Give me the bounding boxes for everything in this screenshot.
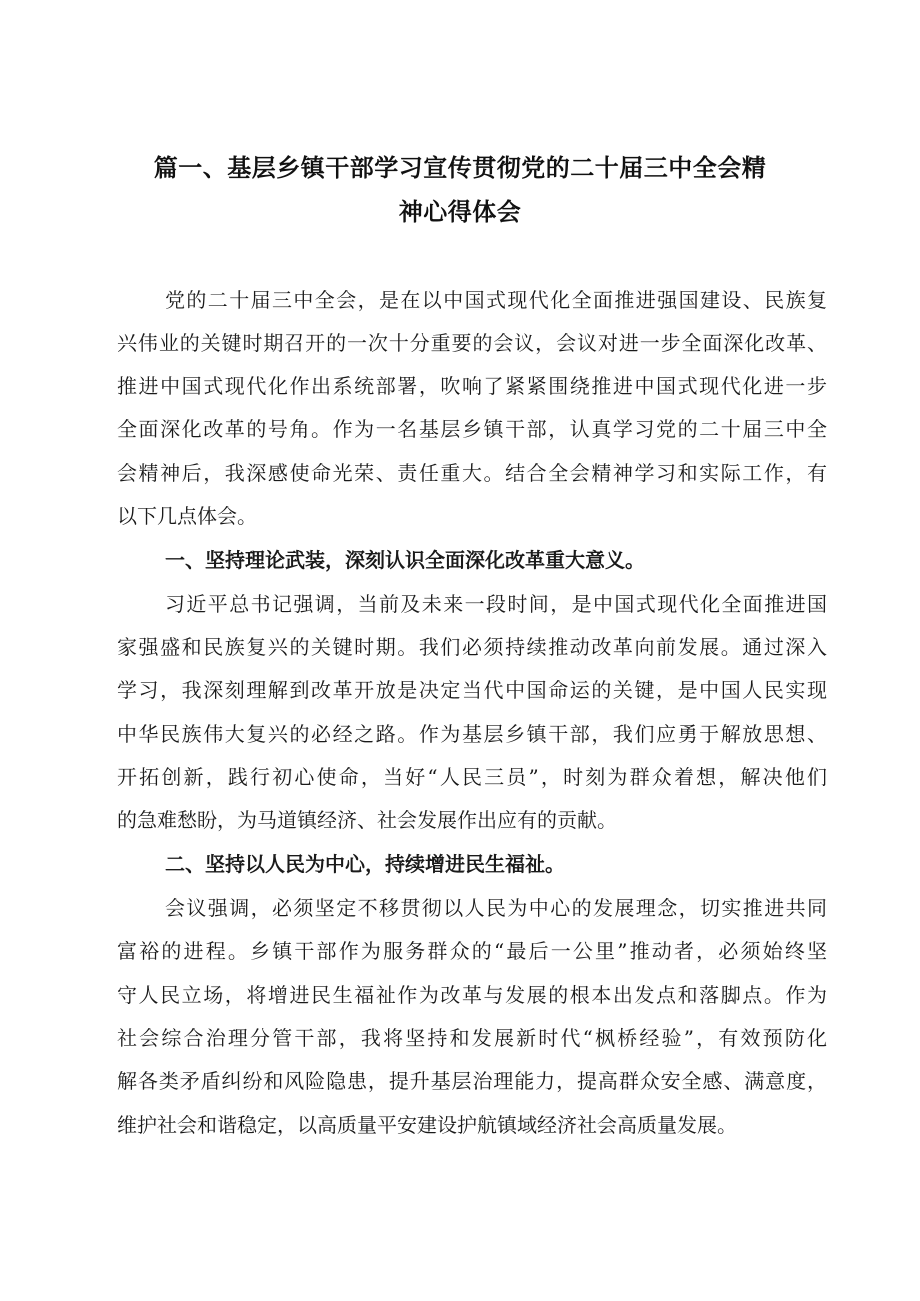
section-2-line: 解各类矛盾纠纷和风险隐患，提升基层治理能力，提高群众安全感、满意度， bbox=[117, 1069, 827, 1093]
intro-paragraph-line: 兴伟业的关键时期召开的一次十分重要的会议，会议对进一步全面深化改革、 bbox=[117, 331, 827, 355]
document-title-line-1: 篇一、基层乡镇干部学习宣传贯彻党的二十届三中全会精 bbox=[153, 154, 767, 182]
section-2-line: 富裕的进程。乡镇干部作为服务群众的“最后一公里”推动者，必须始终坚 bbox=[117, 939, 827, 963]
section-1-line: 学习，我深刻理解到改革开放是决定当代中国命运的关键，是中国人民实现 bbox=[117, 678, 827, 702]
intro-paragraph-line: 推进中国式现代化作出系统部署，吹响了紧紧围绕推进中国式现代化进一步 bbox=[117, 374, 827, 398]
intro-paragraph-line: 会精神后，我深感使命光荣、责任重大。结合全会精神学习和实际工作，有 bbox=[117, 461, 827, 485]
section-2-line: 会议强调，必须坚定不移贯彻以人民为中心的发展理念，切实推进共同 bbox=[165, 896, 827, 920]
section-2-line: 维护社会和谐稳定，以高质量平安建设护航镇域经济社会高质量发展。 bbox=[117, 1113, 737, 1137]
section-1-line: 中华民族伟大复兴的必经之路。作为基层乡镇干部，我们应勇于解放思想、 bbox=[117, 722, 827, 746]
intro-paragraph-line: 党的二十届三中全会，是在以中国式现代化全面推进强国建设、民族复 bbox=[165, 288, 827, 312]
intro-paragraph-line: 全面深化改革的号角。作为一名基层乡镇干部，认真学习党的二十届三中全 bbox=[117, 417, 827, 441]
section-2-line: 社会综合治理分管干部，我将坚持和发展新时代“枫桥经验”，有效预防化 bbox=[117, 1026, 827, 1050]
section-2-heading: 二、坚持以人民为中心，持续增进民生福祉。 bbox=[165, 852, 565, 876]
section-1-line: 的急难愁盼，为马道镇经济、社会发展作出应有的贡献。 bbox=[117, 808, 617, 832]
section-1-line: 家强盛和民族复兴的关键时期。我们必须持续推动改革向前发展。通过深入 bbox=[117, 635, 827, 659]
document-title-line-2: 神心得体会 bbox=[398, 198, 522, 226]
intro-paragraph-line: 以下几点体会。 bbox=[117, 504, 257, 528]
section-2-line: 守人民立场，将增进民生福祉作为改革与发展的根本出发点和落脚点。作为 bbox=[117, 983, 827, 1007]
section-1-line: 开拓创新，践行初心使命，当好“人民三员”，时刻为群众着想，解决他们 bbox=[117, 765, 827, 789]
section-1-line: 习近平总书记强调，当前及未来一段时间，是中国式现代化全面推进国 bbox=[165, 592, 827, 616]
section-1-heading: 一、坚持理论武装，深刻认识全面深化改革重大意义。 bbox=[165, 548, 645, 572]
